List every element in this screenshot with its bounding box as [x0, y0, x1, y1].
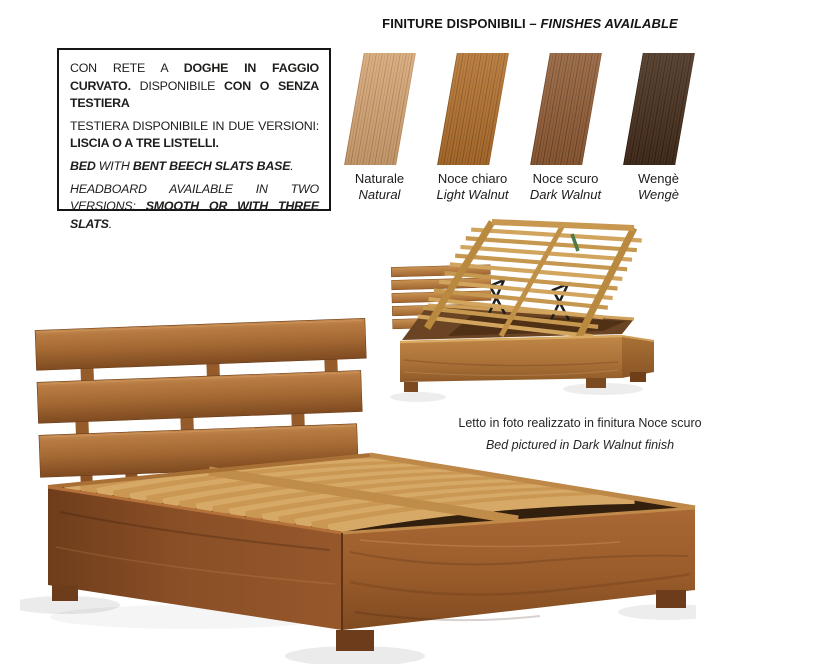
foot	[656, 590, 686, 608]
finish-name-english: Wengè	[638, 187, 679, 202]
info-box-text	[70, 60, 319, 233]
foot	[52, 585, 78, 601]
caption-english: Bed pictured in Dark Walnut finish	[485, 438, 675, 452]
finishes-heading-it: FINITURE DISPONIBILI	[382, 16, 526, 31]
finish-cell-4	[612, 53, 705, 203]
foot	[336, 630, 374, 651]
finish-swatch	[344, 53, 416, 165]
finish-swatch	[437, 53, 509, 165]
finishes-heading-en: FINISHES AVAILABLE	[540, 16, 678, 31]
finish-name-english: Light Walnut	[436, 187, 509, 202]
finish-name-italian: Noce chiaro	[437, 171, 508, 186]
finishes-heading-separator: –	[525, 16, 541, 31]
finish-name-english: Natural	[358, 187, 401, 202]
finish-name-italian: Naturale	[354, 171, 405, 186]
finish-cell-1	[333, 53, 426, 203]
finishes-heading	[378, 16, 682, 31]
finish-name-english: Dark Walnut	[529, 187, 602, 202]
finish-swatch	[530, 53, 602, 165]
finish-cell-2	[426, 53, 519, 203]
info-paragraph: HEADBOARD AVAILABLE IN TWO VERSIONS: SMOOTH OR WITH THREE SLATS.	[70, 181, 319, 231]
finish-name-italian: Wengè	[638, 171, 679, 186]
finish-swatches	[333, 53, 705, 203]
finish-name-italian: Noce scuro	[532, 171, 599, 186]
info-paragraph: BED WITH BENT BEECH SLATS BASE.	[70, 158, 294, 173]
info-paragraph: CON RETE A DOGHE IN FAGGIO CURVATO. DISPONIBILE CON O SENZA TESTIERA	[70, 61, 319, 111]
description-box	[57, 48, 331, 231]
caption-italian: Letto in foto realizzato in finitura Noce scuro	[458, 416, 702, 430]
info-paragraph: TESTIERA DISPONIBILE IN DUE VERSIONI: LISCIA O A TRE LISTELLI.	[70, 118, 319, 151]
finish-cell-3	[519, 53, 612, 203]
main-bed-photo	[20, 312, 696, 664]
finish-swatch	[623, 53, 695, 165]
